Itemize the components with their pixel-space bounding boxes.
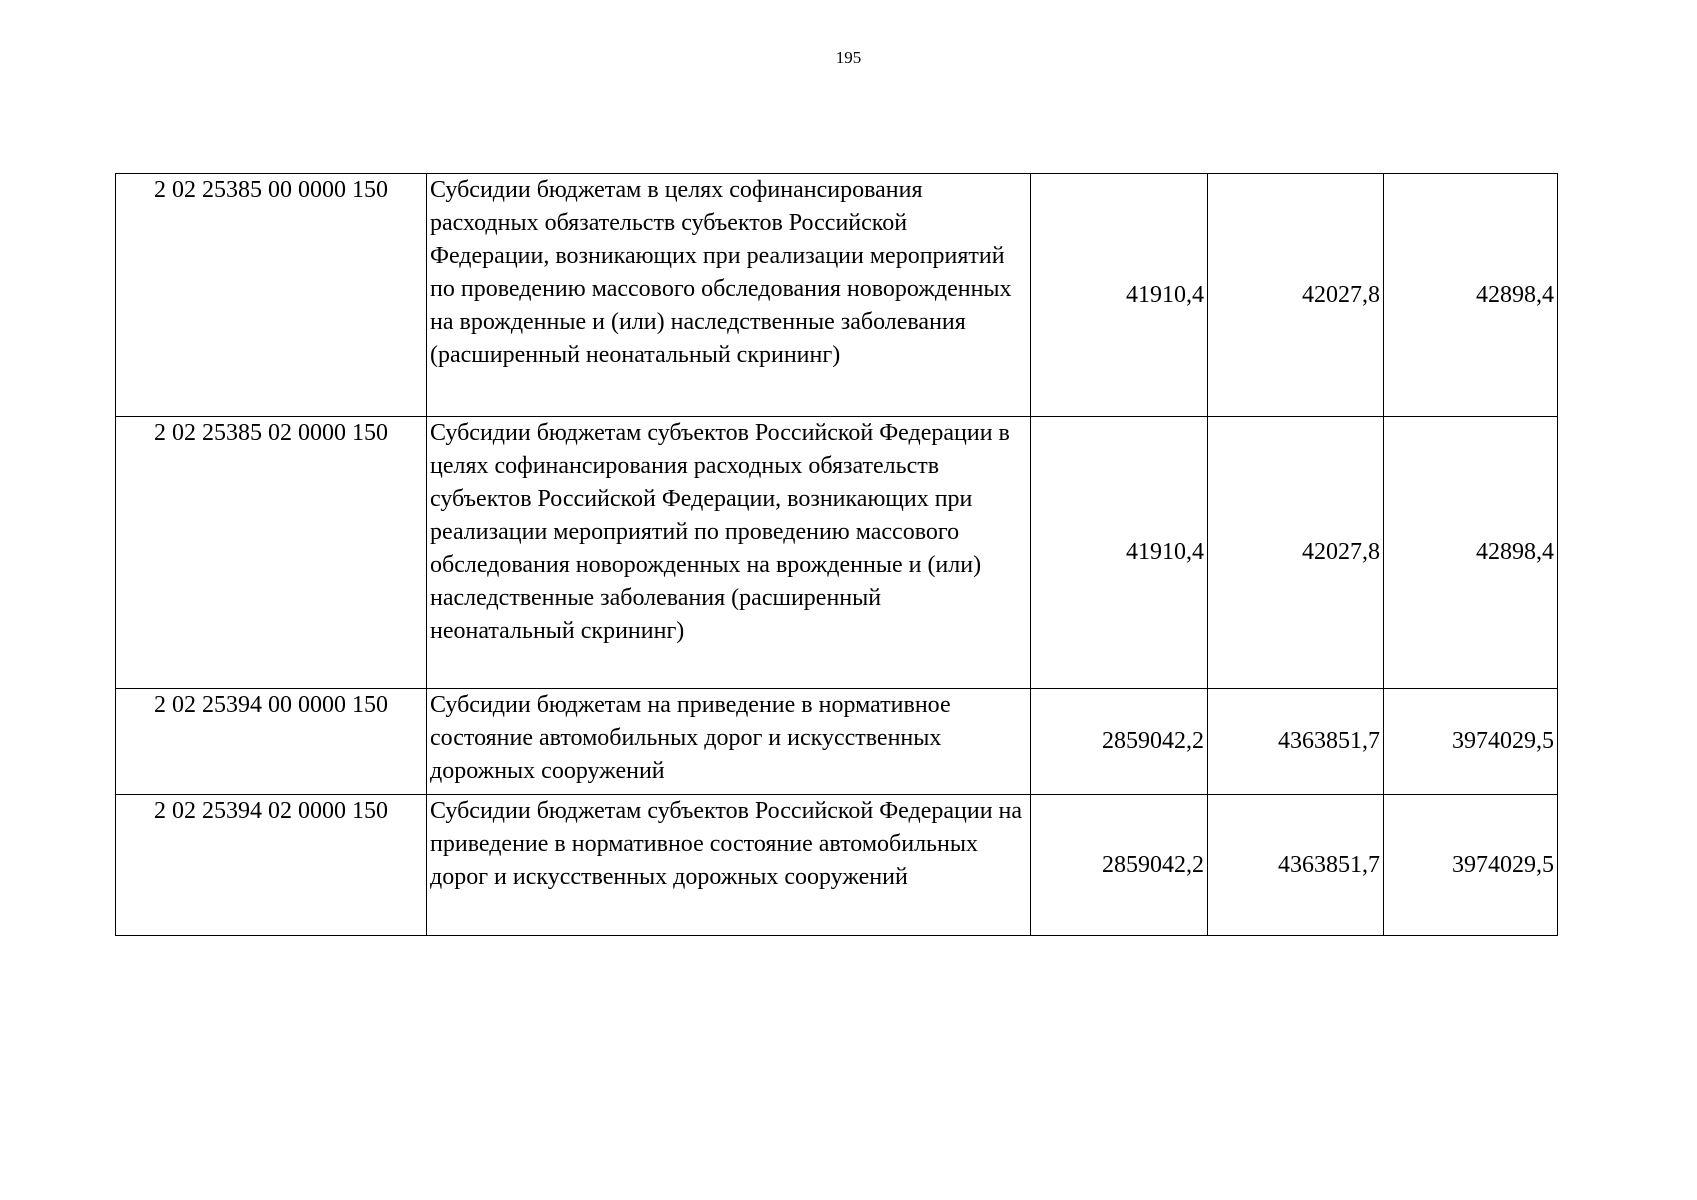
- table-row: [116, 795, 1558, 936]
- value-year-3: 3974029,5: [1384, 689, 1558, 795]
- value-year-1: 2859042,2: [1031, 689, 1208, 795]
- budget-description: Субсидии бюджетам субъектов Российской Федерации на приведение в нормативное состояние автомобильных дорог и искусственных дорожных сооружений: [427, 795, 1031, 936]
- table-row: [116, 689, 1558, 795]
- value-year-1: 2859042,2: [1031, 795, 1208, 936]
- value-year-2: 4363851,7: [1208, 795, 1384, 936]
- value-year-2: 42027,8: [1208, 417, 1384, 689]
- value-year-3: 42898,4: [1384, 417, 1558, 689]
- value-year-3: 3974029,5: [1384, 795, 1558, 936]
- budget-code: 2 02 25394 02 0000 150: [116, 795, 427, 936]
- table-row: [116, 174, 1558, 417]
- table-row: [116, 417, 1558, 689]
- budget-table: [115, 173, 1558, 936]
- budget-description: Субсидии бюджетам на приведение в нормативное состояние автомобильных дорог и искусственных дорожных сооружений: [427, 689, 1031, 795]
- budget-description: Субсидии бюджетам субъектов Российской Федерации в целях софинансирования расходных обязательств субъектов Российской Федерации, возникающих при реализации мероприятий по проведению массового обследования новорожденных на врожденные и (или) наследственные заболевания (расширенный неонатальный скрининг): [427, 417, 1031, 689]
- page-number: 195: [835, 48, 862, 67]
- budget-description: Субсидии бюджетам в целях софинансирования расходных обязательств субъектов Российской Федерации, возникающих при реализации мероприятий по проведению массового обследования новорожденных на врожденные и (или) наследственные заболевания (расширенный неонатальный скрининг): [427, 174, 1031, 417]
- budget-code: 2 02 25385 00 0000 150: [116, 174, 427, 417]
- value-year-3: 42898,4: [1384, 174, 1558, 417]
- budget-code: 2 02 25385 02 0000 150: [116, 417, 427, 689]
- value-year-1: 41910,4: [1031, 417, 1208, 689]
- budget-code: 2 02 25394 00 0000 150: [116, 689, 427, 795]
- value-year-2: 42027,8: [1208, 174, 1384, 417]
- value-year-1: 41910,4: [1031, 174, 1208, 417]
- value-year-2: 4363851,7: [1208, 689, 1384, 795]
